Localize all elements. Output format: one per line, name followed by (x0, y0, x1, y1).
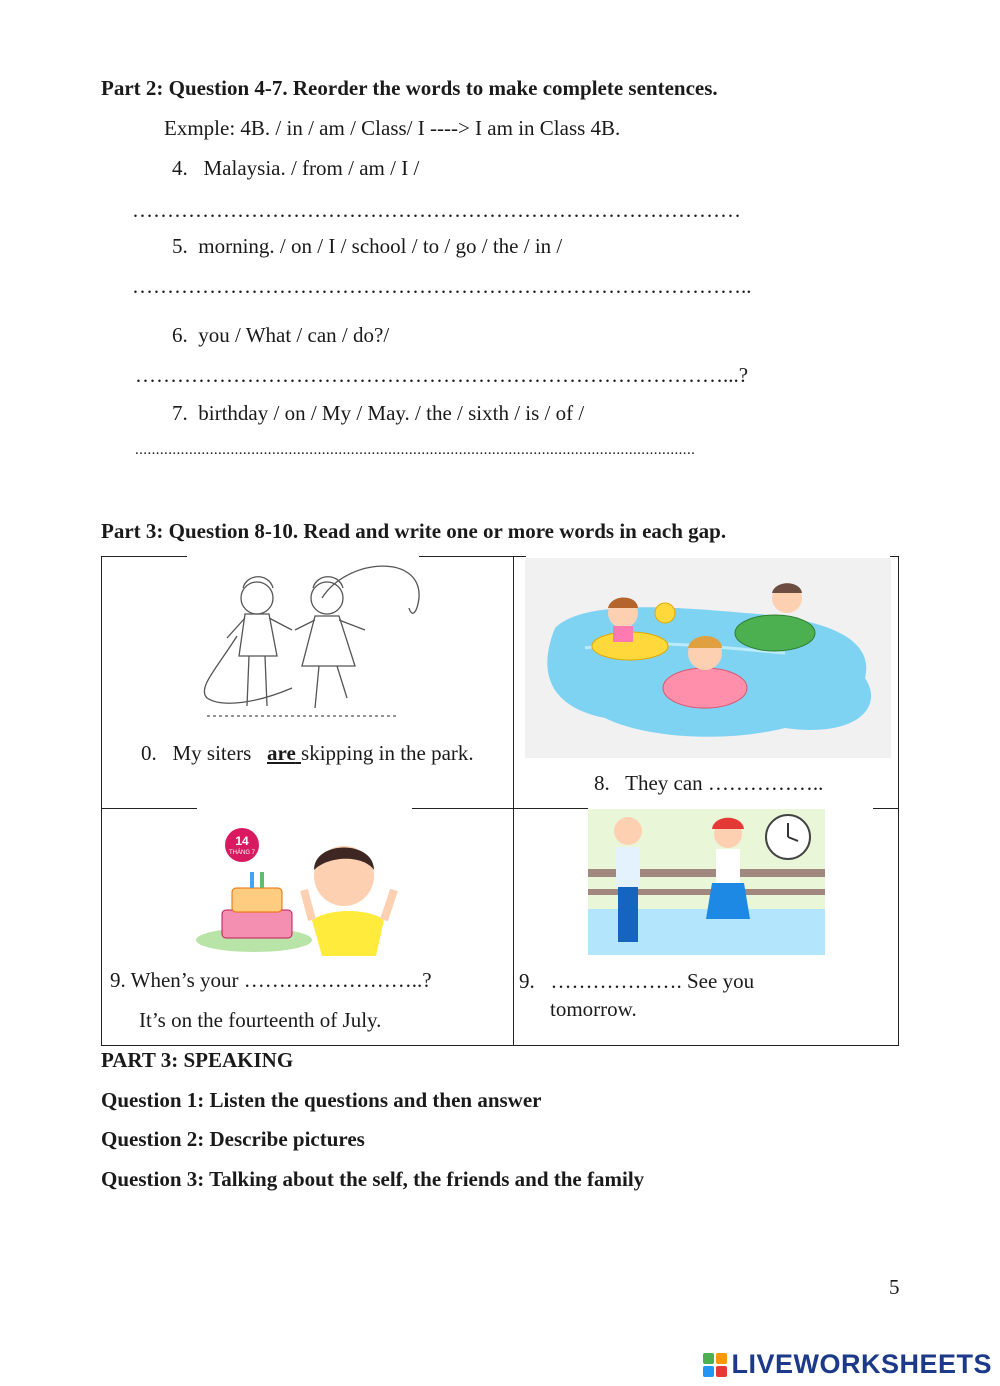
sentence-9a-question[interactable]: 9. When’s your ……………………..? (110, 968, 432, 992)
part3-heading: Part 3: Question 8-10. Read and write one or more words in each gap. (101, 519, 727, 543)
answer-line-6[interactable]: …………………………………………………………………………...? (135, 363, 749, 387)
question-7 (172, 401, 584, 426)
part2-example: Exmple: 4B. / in / am / Class/ I ----> I am in Class 4B. (164, 116, 621, 140)
sentence-9b (519, 969, 754, 994)
sentence-9b-line2: tomorrow. (550, 997, 637, 1021)
answer-line-7[interactable]: ....................................................................................................................................... (135, 442, 696, 458)
sentence-text[interactable]: ………………. See you (550, 969, 755, 993)
swimming-kids-image (525, 558, 891, 758)
liveworksheets-logo-icon (703, 1353, 727, 1377)
answer-line-4[interactable]: …………………………………………………………………………… (132, 198, 741, 222)
picture-grid (101, 556, 899, 1046)
speaking-heading: PART 3: SPEAKING (101, 1048, 294, 1072)
question-words: morning. / on / I / school / to / go / the / in / (198, 234, 563, 258)
sentence-number: 0. (141, 741, 157, 765)
question-number: 7. (172, 401, 188, 425)
question-number: 4. (172, 156, 188, 180)
sentence-number: 9. (519, 969, 535, 993)
question-5 (172, 234, 562, 259)
sentence-8 (594, 771, 823, 796)
answer-line-5[interactable]: …………………………………………………………………………….. (132, 274, 752, 298)
speaking-question-1: Question 1: Listen the questions and then answer (101, 1088, 542, 1112)
liveworksheets-logo[interactable] (703, 1349, 992, 1380)
cake-badge-label: THÁNG 7 (228, 850, 256, 856)
question-6 (172, 323, 389, 348)
speaking-question-2: Question 2: Describe pictures (101, 1127, 365, 1151)
sentence-after: skipping in the park. (301, 741, 474, 765)
page-number: 5 (889, 1275, 900, 1299)
sentence-number: 8. (594, 771, 610, 795)
question-words: Malaysia. / from / am / I / (203, 156, 420, 180)
question-number: 5. (172, 234, 188, 258)
birthday-cake-image (194, 820, 416, 956)
part2-heading: Part 2: Question 4-7. Reorder the words to make complete sentences. (101, 76, 718, 100)
question-words: you / What / can / do?/ (198, 323, 390, 347)
sentence-9a-answer: It’s on the fourteenth of July. (139, 1008, 382, 1032)
school-kids-clock-image (588, 809, 825, 955)
cake-badge-number: 14 (235, 834, 249, 848)
sentence-before: My siters (172, 741, 252, 765)
question-words: birthday / on / My / May. / the / sixth / is / of / (198, 401, 585, 425)
speaking-question-3: Question 3: Talking about the self, the friends and the family (101, 1167, 645, 1191)
question-number: 6. (172, 323, 188, 347)
sentence-0 (141, 741, 474, 766)
sample-answer: are (267, 741, 296, 765)
liveworksheets-logo-text: LIVEWORKSHEETS (731, 1349, 992, 1379)
skipping-girls-image (197, 558, 427, 723)
sentence-text[interactable]: They can …………….. (625, 771, 824, 795)
question-4 (172, 156, 419, 181)
